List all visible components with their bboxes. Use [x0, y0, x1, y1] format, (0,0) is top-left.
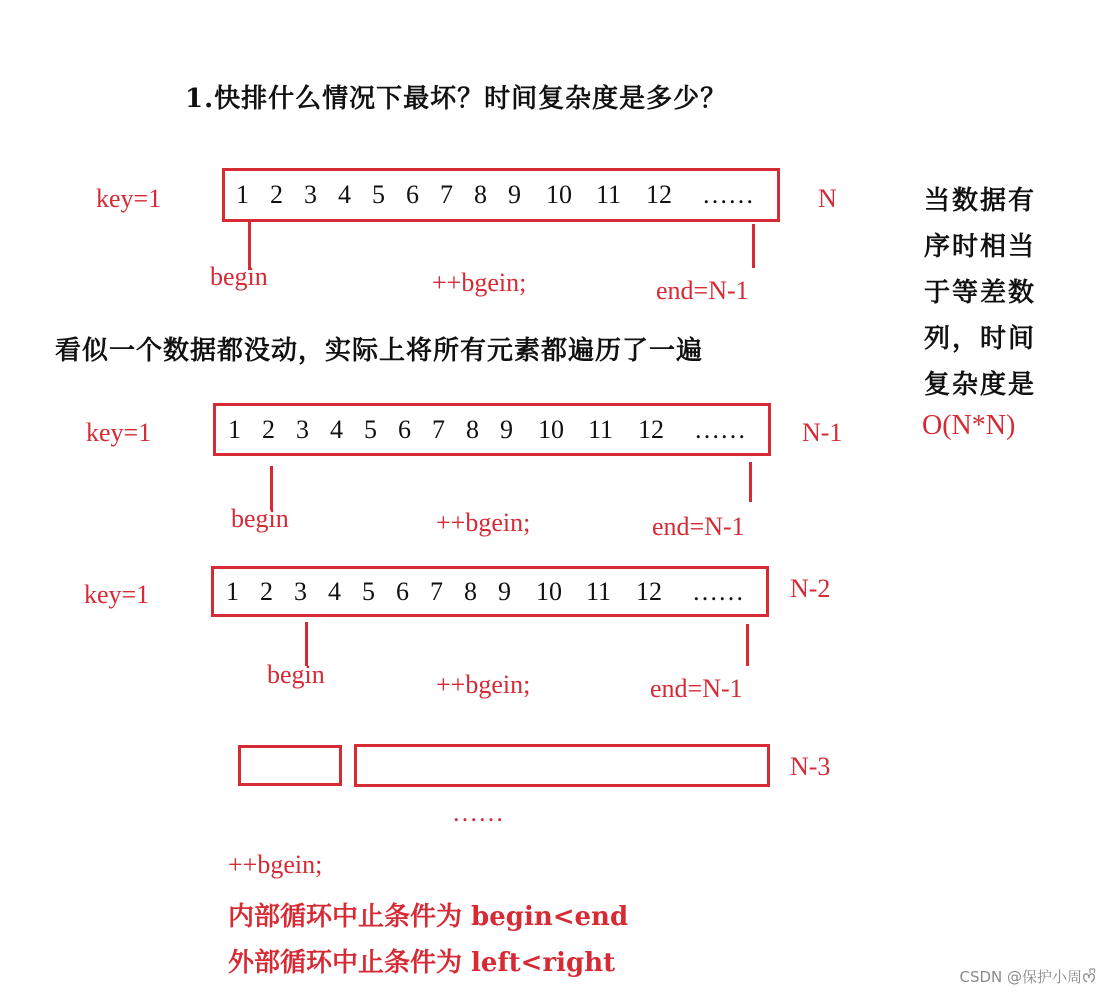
array-cell: 10 — [536, 576, 562, 606]
array-cell: 1 — [226, 576, 239, 606]
row3-end-pointer — [746, 624, 749, 666]
row3-begin-label: begin — [267, 660, 325, 689]
array-cell: 1 — [228, 414, 241, 444]
row3-step-label: ++bgein; — [436, 670, 531, 699]
array-cell: 8 — [474, 180, 487, 209]
array-cell: 7 — [430, 576, 443, 606]
array-cell: 6 — [396, 576, 409, 606]
row3-size-label: N-2 — [790, 574, 831, 603]
array-cell: …… — [692, 576, 744, 606]
array-cell: 2 — [262, 414, 275, 444]
outer-loop-condition: 外部循环中止条件为 left<right — [228, 948, 616, 978]
side-note-line-2: 序时相当 — [924, 232, 1037, 262]
array-cell: 12 — [646, 180, 672, 209]
row3-end-label: end=N-1 — [650, 674, 743, 703]
array-cell: 7 — [440, 180, 453, 209]
question-title: 1.快排什么情况下最坏？时间复杂度是多少？ — [185, 84, 728, 114]
array-cell: 6 — [406, 180, 419, 209]
array-cell: 3 — [304, 180, 317, 209]
row2-step-label: ++bgein; — [436, 508, 531, 537]
array-cell: 4 — [338, 180, 351, 209]
row2-begin-label: begin — [231, 504, 289, 533]
side-note-line-5: 复杂度是 — [924, 370, 1037, 400]
row2-key-label: key=1 — [86, 418, 152, 447]
row2-end-pointer — [749, 462, 752, 502]
complexity-result: O(N*N) — [922, 410, 1016, 441]
array-cell: 9 — [498, 576, 511, 606]
row3-key-label: key=1 — [84, 580, 150, 609]
array-cell: 9 — [508, 180, 521, 209]
array-cell: 1 — [236, 180, 249, 209]
row4-size-label: N-3 — [790, 752, 831, 781]
array-cell: 12 — [636, 576, 662, 606]
array-cell: 2 — [270, 180, 283, 209]
array-cell: 11 — [588, 414, 614, 444]
array-cell: …… — [702, 180, 754, 209]
array-cell: 11 — [596, 180, 622, 209]
row1-key-label: key=1 — [96, 184, 162, 213]
row4-key-box — [238, 745, 342, 786]
array-cell: 9 — [500, 414, 513, 444]
array-cell: 7 — [432, 414, 445, 444]
array-cell: 3 — [296, 414, 309, 444]
array-cell: 5 — [372, 180, 385, 209]
array-cell: 2 — [260, 576, 273, 606]
side-note-line-3: 于等差数 — [924, 278, 1037, 308]
array-cell: 4 — [330, 414, 343, 444]
array-cell: …… — [694, 414, 746, 444]
bottom-step-label: ++bgein; — [228, 850, 323, 879]
row1-end-label: end=N-1 — [656, 276, 749, 305]
array-cell: 4 — [328, 576, 341, 606]
row1-size-label: N — [818, 184, 837, 213]
row3-array-values — [226, 568, 752, 615]
row1-begin-label: begin — [210, 262, 268, 291]
array-cell: 12 — [638, 414, 664, 444]
traversal-note: 看似一个数据都没动，实际上将所有元素都遍历了一遍 — [55, 336, 704, 366]
array-cell: 5 — [364, 414, 377, 444]
side-note-line-1: 当数据有 — [924, 186, 1037, 216]
array-cell: 8 — [464, 576, 477, 606]
row2-end-label: end=N-1 — [652, 512, 745, 541]
array-cell: 8 — [466, 414, 479, 444]
row1-end-pointer — [752, 224, 755, 268]
side-note-line-4: 列，时间 — [924, 324, 1037, 354]
array-cell: 11 — [586, 576, 612, 606]
csdn-watermark: CSDN @保护小周ᰔᩚ — [959, 968, 1096, 986]
row2-size-label: N-1 — [802, 418, 843, 447]
array-cell: 5 — [362, 576, 375, 606]
row4-array-box — [354, 744, 770, 787]
row1-array-values — [236, 170, 762, 220]
continuation-ellipsis: …… — [452, 798, 504, 827]
array-cell: 6 — [398, 414, 411, 444]
row2-array-values — [228, 405, 754, 454]
array-cell: 10 — [538, 414, 564, 444]
array-cell: 10 — [546, 180, 572, 209]
inner-loop-condition: 内部循环中止条件为 begin<end — [228, 902, 629, 932]
row1-step-label: ++bgein; — [432, 268, 527, 297]
array-cell: 3 — [294, 576, 307, 606]
